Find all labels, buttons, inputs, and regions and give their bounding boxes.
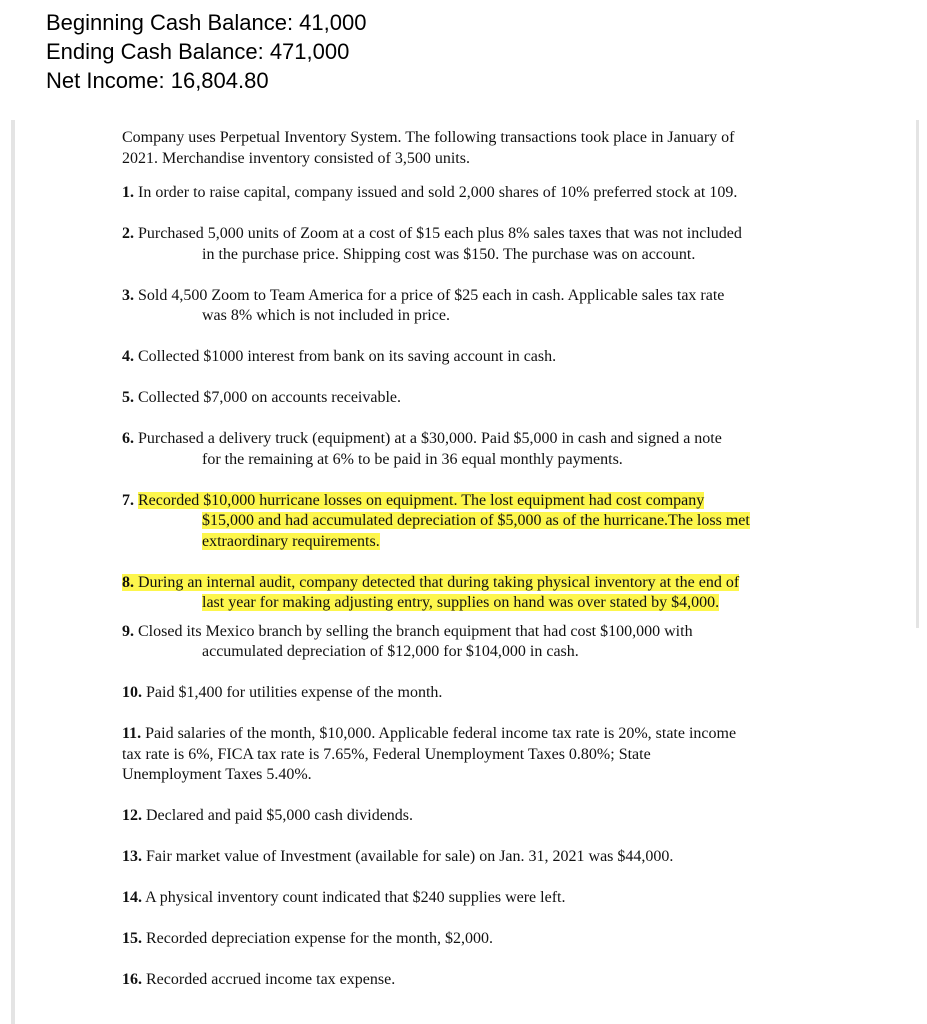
item-number: 4.	[122, 348, 134, 365]
item-text: Declared and paid $5,000 cash dividends.	[146, 807, 414, 824]
transaction-item-3	[122, 286, 822, 327]
beginning-cash-balance: Beginning Cash Balance: 41,000	[46, 10, 367, 35]
highlighted-text: During an internal audit, company detected that during taking physical inventory at the end of	[138, 573, 740, 591]
item-number: 14.	[122, 889, 142, 906]
item-number: 8.	[122, 573, 134, 591]
item-number: 9.	[122, 622, 134, 640]
item-text: Closed its Mexico branch by selling the branch equipment that had cost $100,000 with	[138, 622, 693, 640]
item-text: Recorded accrued income tax expense.	[146, 971, 396, 988]
transaction-item-7	[122, 491, 822, 553]
item-text: Purchased 5,000 units of Zoom at a cost of $15 each plus 8% sales taxes that was not included	[138, 225, 742, 242]
scrollbar-track[interactable]	[916, 120, 919, 628]
transaction-item-15	[122, 929, 822, 950]
highlighted-text: extraordinary requirements.	[202, 532, 380, 550]
intro-line: Company uses Perpetual Inventory System. The following transactions took place in January of	[122, 129, 735, 146]
item-text: Collected $1000 interest from bank on its saving account in cash.	[138, 348, 557, 365]
item-number: 1.	[122, 184, 134, 201]
transaction-item-13	[122, 847, 822, 868]
item-number: 12.	[122, 807, 142, 824]
item-number: 7.	[122, 491, 134, 509]
item-text: A physical inventory count indicated that $240 supplies were left.	[145, 889, 566, 906]
transaction-item-2	[122, 224, 822, 265]
item-number: 2.	[122, 225, 134, 242]
item-text: in the purchase price. Shipping cost was $150. The purchase was on account.	[202, 245, 696, 263]
transaction-item-11	[122, 724, 822, 786]
transaction-item-1	[122, 183, 822, 204]
item-text: Paid salaries of the month, $10,000. Applicable federal income tax rate is 20%, state income	[145, 725, 737, 742]
item-text: for the remaining at 6% to be paid in 36 equal monthly payments.	[202, 450, 623, 468]
item-number: 11.	[122, 725, 142, 742]
intro-paragraph	[122, 128, 822, 169]
transaction-item-9	[122, 622, 822, 663]
transaction-document	[122, 128, 822, 1011]
item-number: 5.	[122, 389, 134, 406]
transaction-item-10	[122, 683, 822, 704]
item-number: 15.	[122, 930, 142, 947]
transaction-item-8	[122, 573, 822, 614]
item-text: tax rate is 6%, FICA tax rate is 7.65%, Federal Unemployment Taxes 0.80%; State	[122, 745, 651, 763]
item-number: 13.	[122, 848, 142, 865]
item-text: Paid $1,400 for utilities expense of the month.	[146, 684, 443, 701]
item-number: 3.	[122, 286, 134, 304]
item-text: accumulated depreciation of $12,000 for $104,000 in cash.	[202, 643, 579, 660]
item-text: Collected $7,000 on accounts receivable.	[138, 389, 402, 406]
highlighted-text: $15,000 and had accumulated depreciation of $5,000 as of the hurricane.The loss met	[202, 512, 750, 529]
page-edge-left	[11, 120, 15, 1024]
item-number: 6.	[122, 430, 134, 447]
transaction-item-14	[122, 888, 822, 909]
ending-cash-balance: Ending Cash Balance: 471,000	[46, 39, 350, 64]
item-text: Sold 4,500 Zoom to Team America for a price of $25 each in cash. Applicable sales tax rate	[138, 286, 725, 304]
item-text: Fair market value of Investment (available for sale) on Jan. 31, 2021 was $44,000.	[146, 848, 674, 865]
transaction-item-16	[122, 970, 822, 991]
highlighted-text: last year for making adjusting entry, supplies on hand was over stated by $4,000.	[202, 594, 720, 611]
item-text: Purchased a delivery truck (equipment) at a $30,000. Paid $5,000 in cash and signed a note	[138, 430, 722, 447]
item-number: 10.	[122, 684, 142, 701]
transaction-item-6	[122, 429, 822, 470]
item-text: Recorded depreciation expense for the month, $2,000.	[146, 930, 493, 947]
answer-summary	[46, 8, 366, 95]
transaction-item-12	[122, 806, 822, 827]
transaction-item-5	[122, 388, 822, 409]
intro-line: 2021. Merchandise inventory consisted of 3,500 units.	[122, 149, 470, 167]
net-income: Net Income: 16,804.80	[46, 68, 269, 93]
highlighted-text: Recorded $10,000 hurricane losses on equipment. The lost equipment had cost company	[138, 491, 705, 509]
item-text: In order to raise capital, company issued and sold 2,000 shares of 10% preferred stock at 109.	[138, 184, 738, 201]
item-number: 16.	[122, 971, 142, 988]
item-text: Unemployment Taxes 5.40%.	[122, 766, 312, 783]
transaction-item-4	[122, 347, 822, 368]
item-text: was 8% which is not included in price.	[202, 307, 450, 324]
